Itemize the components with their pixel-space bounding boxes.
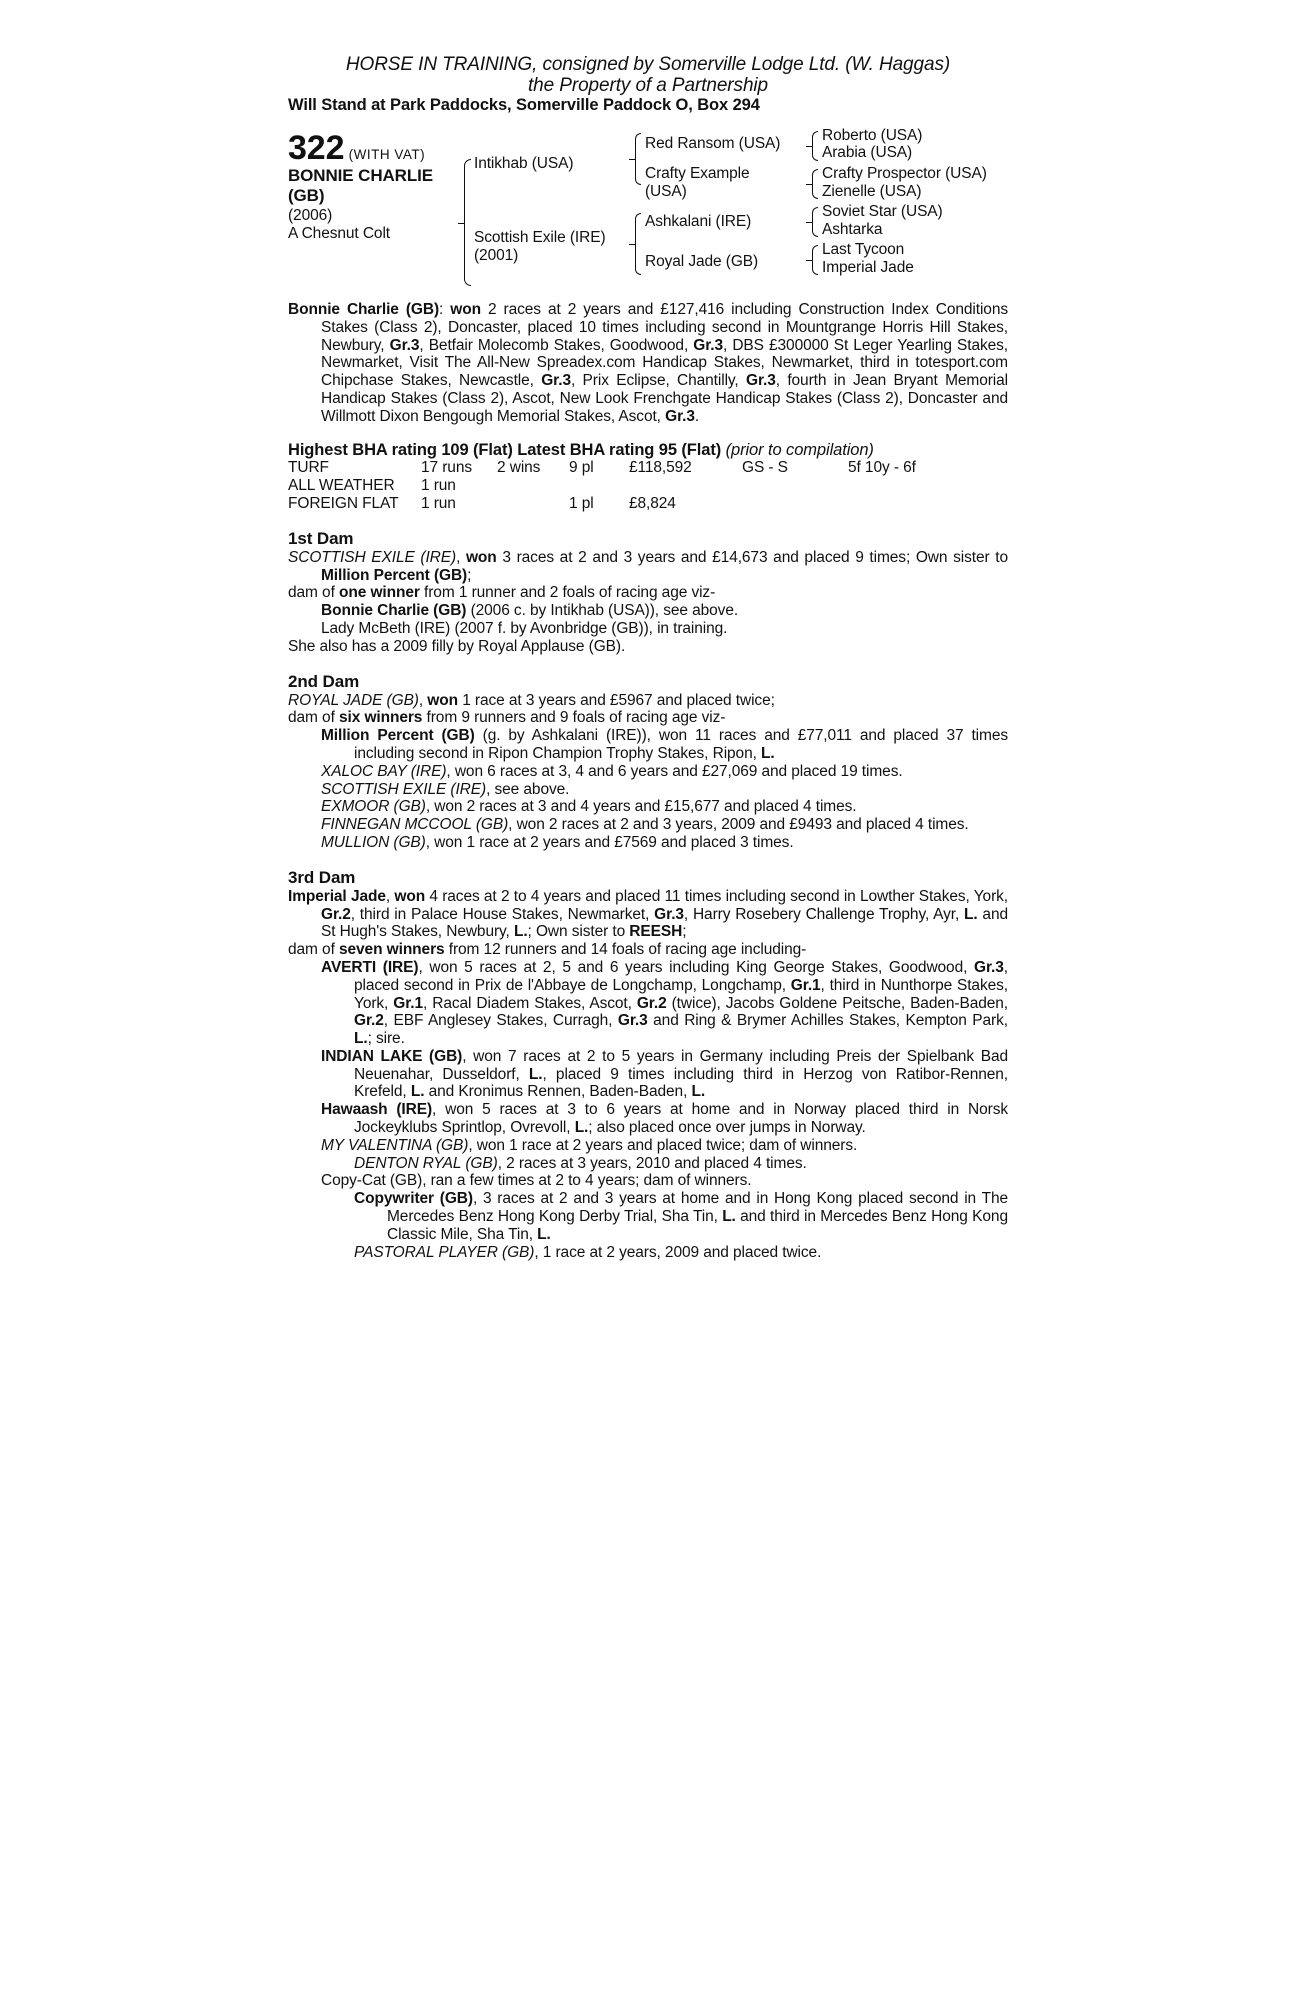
vat-note: (WITH VAT) — [348, 147, 426, 162]
table-row: FOREIGN FLAT 1 run 1 pl £8,824 — [288, 494, 676, 512]
produce-item: AVERTI (IRE), won 5 races at 2, 5 and 6 years including King George Stakes, Goodwood, Gr.3, placed second in Prix de l'Abbaye de Longchamp, Longchamp, Gr.1, third in Nunthorpe Stakes, York, Gr.1, Racal Diadem Stakes, Ascot, Gr.2 (twice), Jacobs Goldene Peitsche, Baden-Baden, Gr.2, EBF Anglesey Stakes, Curragh, Gr.3 and Ring & Brymer Achilles Stakes, Kempton Park, L.; sire. — [321, 958, 1008, 1048]
table-row: TURF 17 runs 2 wins 9 pl £118,592 GS - S 5f 10y - 6f — [288, 459, 916, 477]
produce-item: Copywriter (GB), 3 races at 2 and 3 years at home and in Hong Kong placed second in The Mercedes Benz Hong Kong Derby Trial, Sha Tin, L. and third in Mercedes Benz Hong Kong Classic Mile, Sha Tin, L. — [354, 1190, 1008, 1243]
dd-sire: Last Tycoon — [822, 241, 905, 258]
first-dam-title: 1st Dam — [288, 528, 354, 548]
sire-dam-country: (USA) — [645, 183, 687, 200]
ss-dam: Arabia (USA) — [822, 144, 913, 161]
pedigree-brace — [635, 133, 641, 185]
sd-sire: Crafty Prospector (USA) — [822, 165, 987, 182]
third-dam-produce: dam of seven winners from 12 runners and 14 foals of racing age including- — [288, 941, 807, 959]
dam-year: (2001) — [474, 247, 519, 264]
dd-dam: Imperial Jade — [822, 259, 914, 276]
pedigree-brace — [812, 245, 818, 275]
third-dam-title: 3rd Dam — [288, 867, 356, 887]
pedigree-brace — [635, 213, 641, 275]
pedigree-block — [288, 127, 1008, 291]
produce-item: Lady McBeth (IRE) (2007 f. by Avonbridge (GB)), in training. — [321, 619, 728, 637]
produce-item: MY VALENTINA (GB), won 1 race at 2 years and placed twice; dam of winners. — [321, 1136, 858, 1154]
property-line: the Property of a Partnership — [527, 75, 768, 96]
produce-item: Copy-Cat (GB), ran a few times at 2 to 4 years; dam of winners. — [321, 1172, 752, 1190]
produce-item: MULLION (GB), won 1 race at 2 years and £7569 and placed 3 times. — [321, 833, 794, 851]
sire-dam: Crafty Example — [645, 165, 750, 182]
third-dam-record: Imperial Jade, won 4 races at 2 to 4 years and placed 11 times including second in Lowther Stakes, York, Gr.2, third in Palace House Stakes, Newmarket, Gr.3, Harry Rosebery Challenge Trophy, Ayr, L. and St Hugh's Stakes, Newbury, L.; Own sister to REESH; — [288, 887, 1008, 941]
sire: Intikhab (USA) — [474, 155, 574, 172]
foaling-year: (2006) — [288, 207, 333, 224]
produce-item: DENTON RYAL (GB), 2 races at 3 years, 2010 and placed 4 times. — [354, 1154, 807, 1172]
dam-sire: Ashkalani (IRE) — [645, 213, 752, 230]
pedigree-brace — [464, 159, 471, 286]
pedigree-brace — [812, 207, 818, 237]
sd-dam: Zienelle (USA) — [822, 183, 922, 200]
horse-description: A Chesnut Colt — [288, 225, 390, 242]
produce-item: FINNEGAN MCCOOL (GB), won 2 races at 2 and 3 years, 2009 and £9493 and placed 4 times. — [321, 816, 969, 834]
sire-sire: Red Ransom (USA) — [645, 135, 781, 152]
pedigree-brace — [812, 169, 818, 199]
produce-item: EXMOOR (GB), won 2 races at 3 and 4 years and £15,677 and placed 4 times. — [321, 798, 857, 816]
pedigree-brace — [812, 131, 818, 161]
bha-rating: Highest BHA rating 109 (Flat) Latest BHA rating 95 (Flat) (prior to compilation) — [288, 440, 874, 459]
horse-country: (GB) — [288, 186, 325, 205]
ds-dam: Ashtarka — [822, 221, 883, 238]
produce-item: XALOC BAY (IRE), won 6 races at 3, 4 and 6 years and £27,069 and placed 19 times. — [321, 762, 903, 780]
second-dam-record: ROYAL JADE (GB), won 1 race at 3 years and £5967 and placed twice; — [288, 691, 775, 709]
stats-table — [288, 459, 916, 512]
ss-sire: Roberto (USA) — [822, 127, 923, 144]
dam-dam: Royal Jade (GB) — [645, 253, 759, 270]
first-dam-note: She also has a 2009 filly by Royal Applause (GB). — [288, 637, 626, 655]
lot-number: 322 — [288, 129, 345, 167]
produce-item: Million Percent (GB) (g. by Ashkalani (IRE)), won 11 races and £77,011 and placed 37 times including second in Ripon Champion Trophy Stakes, Ripon, L. — [321, 727, 1008, 762]
horse-name: BONNIE CHARLIE — [288, 166, 433, 185]
stand-line: Will Stand at Park Paddocks, Somerville Paddock O, Box 294 — [288, 96, 760, 114]
produce-item: INDIAN LAKE (GB), won 7 races at 2 to 5 years in Germany including Preis der Spielbank Bad Neuenahar, Dusseldorf, L., placed 9 times including third in Herzog von Ratibor-Rennen, Krefeld, L. and Kronimus Rennen, Baden-Baden, L. — [321, 1047, 1008, 1101]
consignor-line: HORSE IN TRAINING, consigned by Somerville Lodge Ltd. (W. Haggas) — [345, 54, 951, 75]
second-dam-title: 2nd Dam — [288, 671, 360, 691]
produce-item: PASTORAL PLAYER (GB), 1 race at 2 years, 2009 and placed twice. — [354, 1243, 822, 1261]
catalogue-page — [288, 54, 1008, 1261]
race-record: Bonnie Charlie (GB): won 2 races at 2 years and £127,416 including Construction Index Conditions Stakes (Class 2), Doncaster, placed 10 times including second in Mountgrange Horris Hill Stakes, Newbury, Gr.3, Betfair Molecomb Stakes, Goodwood, Gr.3, DBS £300000 St Leger Yearling Stakes, Newmarket, Visit The All-New Spreadex.com Handicap Stakes, Newmarket, third in totesport.com Chipchase Stakes, Newcastle, Gr.3, Prix Eclipse, Chantilly, Gr.3, fourth in Jean Bryant Memorial Handicap Stakes (Class 2), Ascot, New Look Frenchgate Handicap Stakes (Class 2), Doncaster and Willmott Dixon Bengough Memorial Stakes, Ascot, Gr.3. — [288, 301, 1009, 425]
second-dam-produce: dam of six winners from 9 runners and 9 foals of racing age viz- — [288, 709, 726, 727]
ds-sire: Soviet Star (USA) — [822, 203, 943, 220]
produce-item: Bonnie Charlie (GB) (2006 c. by Intikhab (USA)), see above. — [321, 602, 739, 620]
lot-header — [288, 131, 425, 165]
first-dam-produce: dam of one winner from 1 runner and 2 foals of racing age viz- — [288, 584, 716, 602]
dam: Scottish Exile (IRE) — [474, 229, 606, 246]
produce-item: Hawaash (IRE), won 5 races at 3 to 6 years at home and in Norway placed third in Norsk Jockeyklubs Sprintlop, Ovrevoll, L.; also placed once over jumps in Norway. — [321, 1101, 1008, 1137]
produce-item: SCOTTISH EXILE (IRE), see above. — [321, 780, 570, 798]
first-dam-record: SCOTTISH EXILE (IRE), won 3 races at 2 and 3 years and £14,673 and placed 9 times; Own sister to Million Percent (GB); — [288, 548, 1008, 584]
table-row: ALL WEATHER 1 run — [288, 477, 456, 495]
